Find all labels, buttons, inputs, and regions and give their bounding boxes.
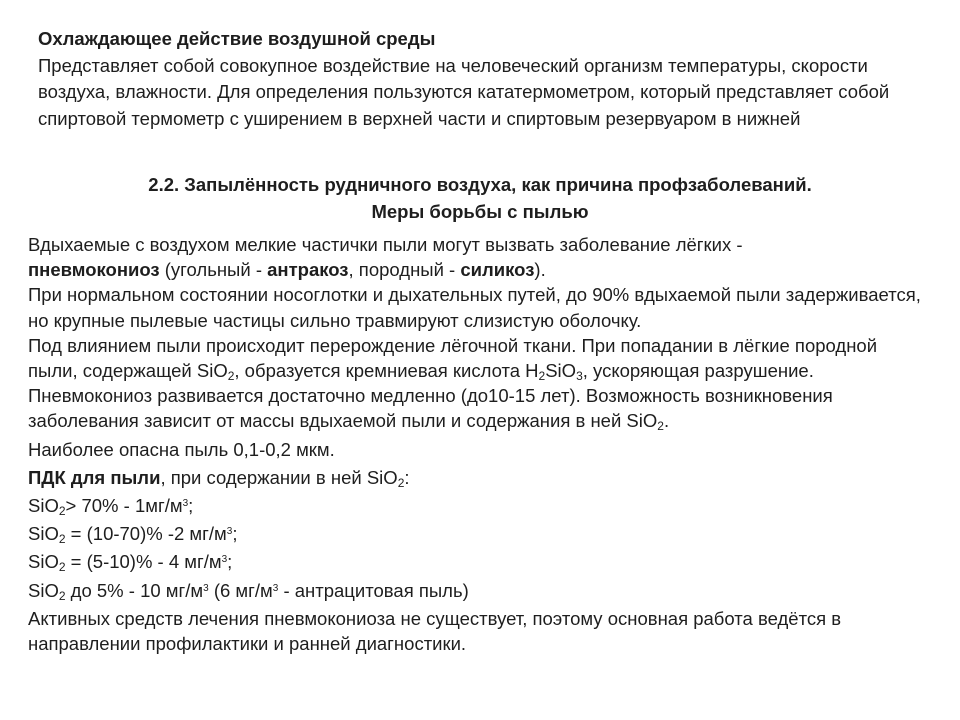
paragraph-retention: При нормальном состоянии носоглотки и дыхательных путей, до 90% вдыхаемой пыли задерживается, но крупные пылевые частицы сильно травмируют слизистую оболочку. [28,284,921,331]
term-anthracosis: антракоз [267,259,349,281]
intro-title: Охлаждающее действие воздушной среды [38,28,436,49]
paragraph-pneumoconiosis: Вдыхаемые с воздухом мелкие частички пыли могут вызвать заболевание лёгких - пневмокониоз (угольный - антракоз, породный - силикоз). [28,234,743,281]
term-pdk: ПДК для пыли [28,466,161,488]
main-text [28,232,928,656]
section-heading: 2.2. Запылённость рудничного воздуха, как причина профзаболеваний. Меры борьбы с пылью [148,174,812,222]
intro-block [38,26,918,132]
paragraph-pdk-heading: ПДК для пыли, при содержании в ней SiO$_2$: [28,466,410,490]
pdk-line: $SiO_2> 70\% - 1мг/м^3$; [28,495,194,519]
paragraph-treatment: Активных средств лечения пневмокониоза не существует, поэтому основная работа ведётся в направлении профилактики и ранней диагностики. [28,607,842,655]
term-pneumoconiosis: пневмокониоз [28,259,160,281]
pdk-line: SiO$_2$ до 5% - 10 $мг/м^3$ (6 $мг/м^3$ - антрацитовая пыль) [28,579,469,603]
intro-text: Представляет собой совокупное воздействие на человеческий организм температуры, скорости воздуха, влажности. Для определения пользуются кататермометром, который представляет собой спиртовой термометр с уширением в верхней части и спиртовым резервуаром в нижней [38,54,890,129]
pdk-line: SiO$_2$ = (10-70)% -2 $мг/м^3$; [28,523,238,547]
pdk-line: SiO$_2$ = (5-10)% - 4 $мг/м^3$; [28,551,233,575]
paragraph-development: Пневмокониоз развивается достаточно медленно (до10-15 лет). Возможность возникновения заболевания зависит от массы вдыхаемой пыли и содержания в ней SiO$_2$. [28,385,833,434]
term-silicosis: силикоз [460,259,535,281]
paragraph-tissue: Под влиянием пыли происходит перерождение лёгочной ткани. При попадании в лёгкие породной пыли, содержащей SiO$_2$, образуется кремниевая кислота $H_2SiO_3$, ускоряющая разрушение. [28,334,878,384]
paragraph-dangerous-dust: Наиболее опасна пыль 0,1-0,2 мкм. [28,438,335,460]
